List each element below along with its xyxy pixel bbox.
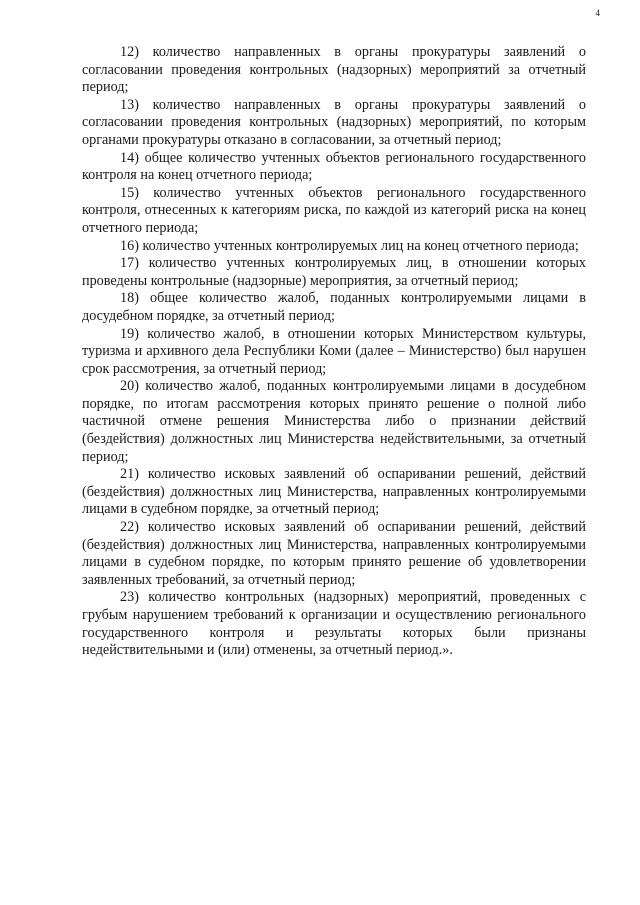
list-item-14: 14) общее количество учтенных объектов регионального государственного контроля на конец отчетного периода; [82, 149, 586, 184]
list-item-22: 22) количество исковых заявлений об оспаривании решений, действий (бездействия) должностных лиц Министерства, направленных контролируемыми лицами в судебном порядке, по которым принято решение об удовлетворении заявленных требований, за отчетный период; [82, 519, 586, 588]
list-item-23: 23) количество контрольных (надзорных) мероприятий, проведенных с грубым нарушением требований к организации и осуществлению регионального государственного контроля и результаты которых были признаны недействительными и (или) отменены, за отчетный период.». [82, 589, 586, 659]
list-item-15: 15) количество учтенных объектов регионального государственного контроля, отнесенных к категориям риска, по каждой из категорий риска на конец отчетного периода; [82, 184, 586, 236]
list-item-13: 13) количество направленных в органы прокуратуры заявлений о согласовании проведения контрольных (надзорных) мероприятий, по которым органами прокуратуры отказано в согласовании, за отчетный период; [82, 96, 586, 148]
list-item-12: 12) количество направленных в органы прокуратуры заявлений о согласовании проведения контрольных (надзорных) мероприятий за отчетный период; [82, 44, 586, 96]
list-item-20: 20) количество жалоб, поданных контролируемыми лицами в досудебном порядке, по итогам рассмотрения которых принято решение о полной либо частичной отмене решения Министерства либо о признании действий (бездействия) должностных лиц Министерства недействительными, за отчетный период; [82, 378, 586, 465]
document-body [82, 44, 586, 660]
list-item-18: 18) общее количество жалоб, поданных контролируемыми лицами в досудебном порядке, за отчетный период; [82, 290, 586, 324]
list-item-19: 19) количество жалоб, в отношении которых Министерством культуры, туризма и архивного дела Республики Коми (далее – Министерство) был нарушен срок рассмотрения, за отчетный период; [82, 325, 586, 377]
list-item-17: 17) количество учтенных контролируемых лиц, в отношении которых проведены контрольные (надзорные) мероприятия, за отчетный период; [82, 255, 586, 289]
list-item-21: 21) количество исковых заявлений об оспаривании решений, действий (бездействия) должностных лиц Министерства, направленных контролируемыми лицами в судебном порядке, за отчетный период; [82, 466, 586, 518]
list-item-16: 16) количество учтенных контролируемых лиц на конец отчетного периода; [120, 237, 579, 254]
page-number: 4 [595, 8, 600, 18]
